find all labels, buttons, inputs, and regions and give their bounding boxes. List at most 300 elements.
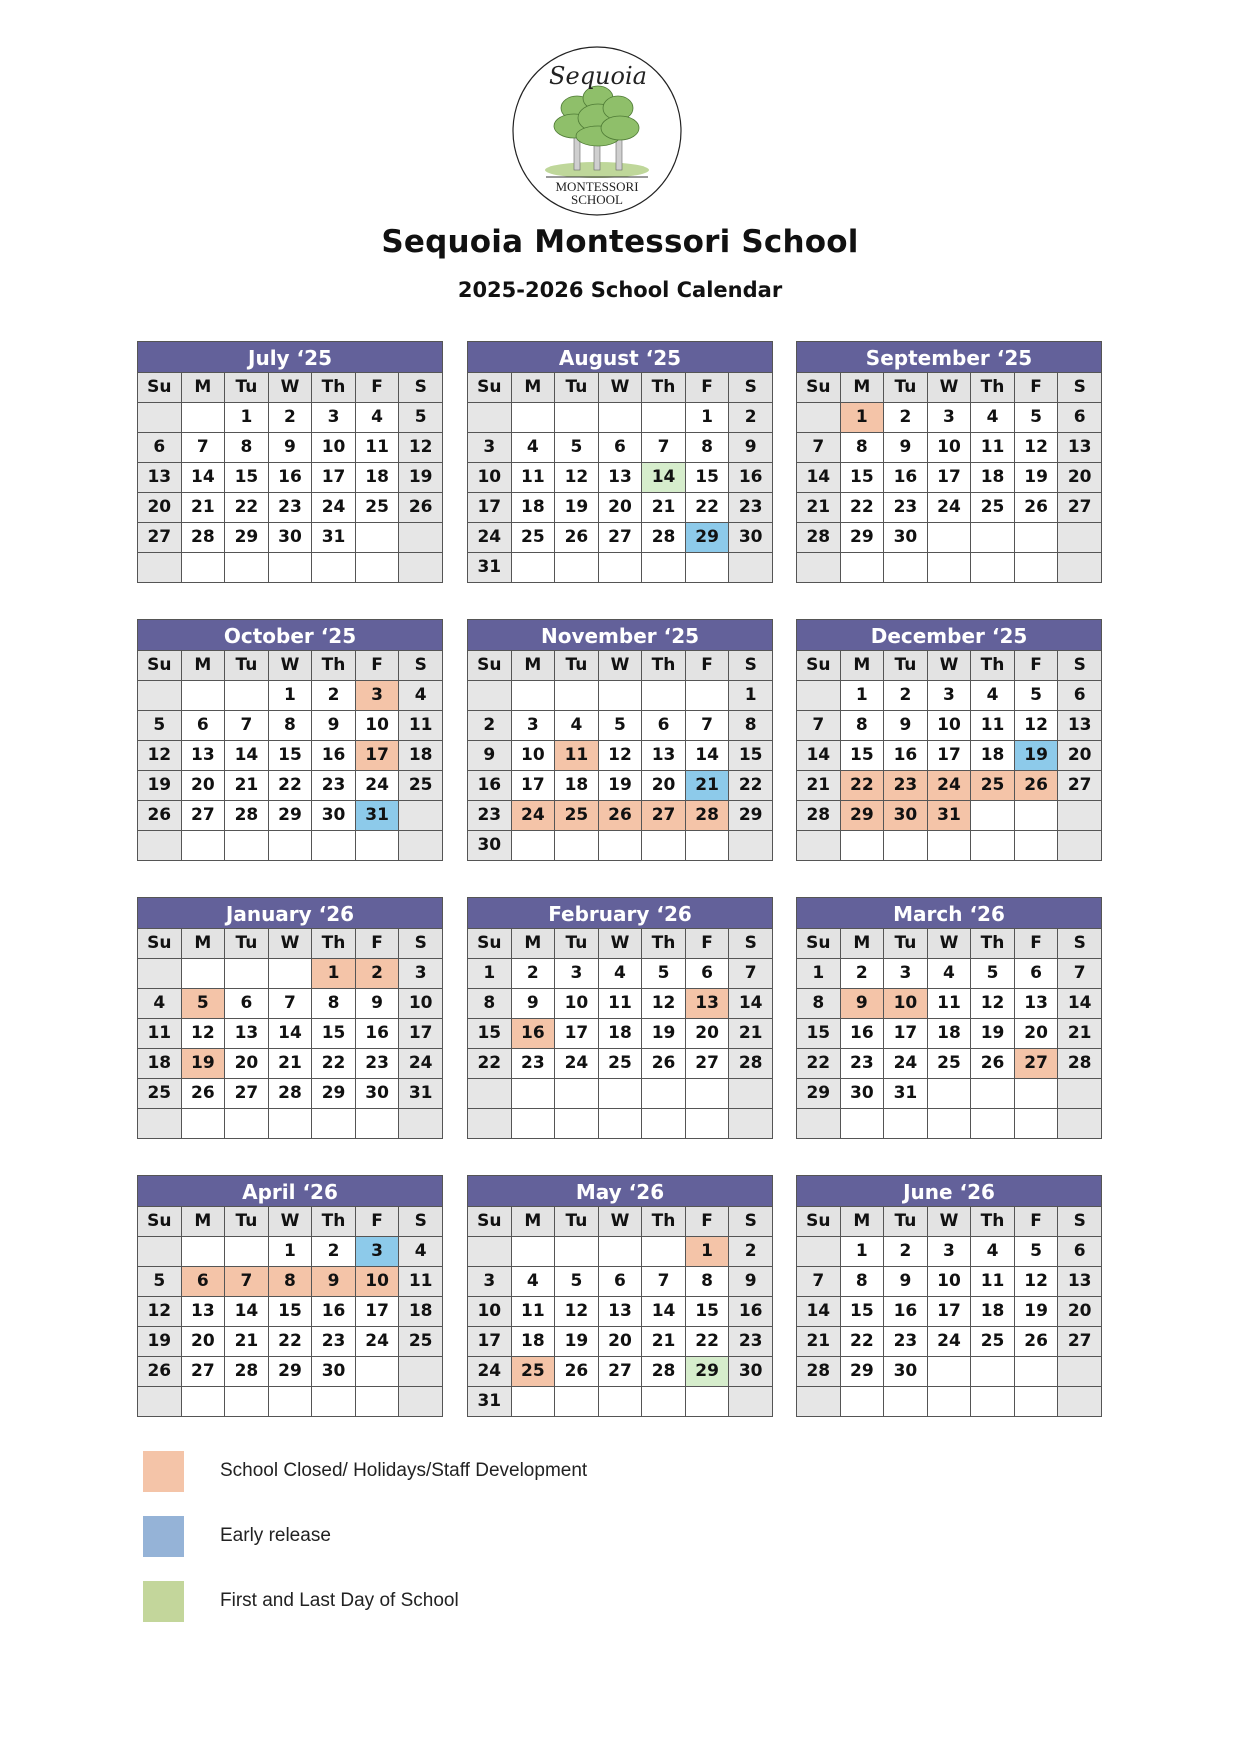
day-cell: 18 <box>511 493 555 523</box>
day-cell: 3 <box>884 959 928 989</box>
day-cell: 15 <box>268 1297 312 1327</box>
month-table <box>796 650 1102 861</box>
weekday-header: W <box>927 651 971 681</box>
day-cell: 17 <box>927 463 971 493</box>
week-row <box>797 1297 1102 1327</box>
day-cell: 23 <box>355 1049 399 1079</box>
weekday-header: Su <box>468 373 512 403</box>
week-row <box>138 1049 443 1079</box>
day-cell: 26 <box>555 1357 599 1387</box>
day-cell: 27 <box>598 1357 642 1387</box>
empty-day-cell <box>511 681 555 711</box>
day-cell: 22 <box>312 1049 356 1079</box>
empty-day-cell <box>468 403 512 433</box>
month-title: November ‘25 <box>467 619 773 650</box>
week-row <box>138 681 443 711</box>
day-cell: 22 <box>468 1049 512 1079</box>
weekday-header: F <box>1014 373 1058 403</box>
empty-day-cell <box>399 553 443 583</box>
day-cell: 1 <box>797 959 841 989</box>
week-row <box>138 801 443 831</box>
day-cell: 13 <box>642 741 686 771</box>
day-cell: 1 <box>685 403 729 433</box>
weekday-header: F <box>685 929 729 959</box>
weekday-header: Tu <box>225 651 269 681</box>
month-table <box>467 928 773 1139</box>
day-cell: 8 <box>840 433 884 463</box>
day-cell: 5 <box>1014 403 1058 433</box>
month-calendar <box>137 341 443 583</box>
weekday-header: Su <box>138 373 182 403</box>
weekday-header: S <box>399 1207 443 1237</box>
empty-day-cell <box>468 1109 512 1139</box>
day-cell: 4 <box>399 1237 443 1267</box>
empty-day-cell <box>138 959 182 989</box>
day-cell: 28 <box>181 523 225 553</box>
week-row <box>468 741 773 771</box>
day-cell: 10 <box>355 711 399 741</box>
day-cell: 29 <box>312 1079 356 1109</box>
day-cell-closed: 10 <box>355 1267 399 1297</box>
day-cell: 31 <box>312 523 356 553</box>
empty-day-cell <box>399 1109 443 1139</box>
day-cell: 9 <box>729 433 773 463</box>
day-cell: 16 <box>355 1019 399 1049</box>
first-last-day-swatch <box>143 1581 184 1622</box>
empty-day-cell <box>181 403 225 433</box>
weekday-header: W <box>598 651 642 681</box>
week-row <box>468 433 773 463</box>
empty-day-cell <box>1014 1387 1058 1417</box>
day-cell: 10 <box>511 741 555 771</box>
empty-day-cell <box>840 1387 884 1417</box>
weekday-header: Tu <box>884 373 928 403</box>
weekday-header: Su <box>468 929 512 959</box>
day-cell: 22 <box>840 493 884 523</box>
empty-day-cell <box>312 1387 356 1417</box>
day-cell: 9 <box>468 741 512 771</box>
day-cell-closed: 26 <box>1014 771 1058 801</box>
day-cell-closed: 25 <box>971 771 1015 801</box>
month-calendar <box>467 1175 773 1417</box>
school-logo <box>512 46 682 216</box>
weekday-header: Su <box>138 929 182 959</box>
day-cell: 8 <box>729 711 773 741</box>
month-title: December ‘25 <box>796 619 1102 650</box>
day-cell: 16 <box>268 463 312 493</box>
week-row <box>138 433 443 463</box>
day-cell: 1 <box>268 681 312 711</box>
empty-day-cell <box>797 681 841 711</box>
day-cell: 16 <box>884 463 928 493</box>
weekday-header: Th <box>312 929 356 959</box>
weekday-header: W <box>598 929 642 959</box>
day-cell: 12 <box>138 741 182 771</box>
empty-day-cell <box>181 1109 225 1139</box>
week-row <box>138 553 443 583</box>
weekday-header: Th <box>312 373 356 403</box>
page-title: Sequoia Montessori School <box>381 224 859 260</box>
empty-day-cell <box>598 553 642 583</box>
legend-item-first-last-day <box>143 1581 743 1623</box>
empty-day-cell <box>181 1387 225 1417</box>
day-cell: 14 <box>797 741 841 771</box>
week-row <box>468 1109 773 1139</box>
day-cell: 5 <box>642 959 686 989</box>
day-cell: 24 <box>468 523 512 553</box>
day-cell: 20 <box>598 1327 642 1357</box>
day-cell: 14 <box>181 463 225 493</box>
day-cell-closed: 9 <box>840 989 884 1019</box>
month-table <box>137 928 443 1139</box>
day-cell: 15 <box>840 1297 884 1327</box>
day-cell: 16 <box>840 1019 884 1049</box>
day-cell: 30 <box>312 801 356 831</box>
week-row <box>797 1079 1102 1109</box>
day-cell: 30 <box>355 1079 399 1109</box>
day-cell: 29 <box>268 801 312 831</box>
day-cell: 3 <box>468 1267 512 1297</box>
weekday-header: S <box>399 929 443 959</box>
day-cell: 24 <box>355 1327 399 1357</box>
day-cell: 26 <box>1014 1327 1058 1357</box>
day-cell: 6 <box>1058 1237 1102 1267</box>
week-row <box>138 1357 443 1387</box>
week-row <box>797 801 1102 831</box>
day-cell: 24 <box>884 1049 928 1079</box>
empty-day-cell <box>1058 831 1102 861</box>
day-cell: 24 <box>927 493 971 523</box>
week-row <box>138 831 443 861</box>
day-cell: 8 <box>225 433 269 463</box>
weekday-header: Tu <box>225 1207 269 1237</box>
day-cell: 27 <box>138 523 182 553</box>
empty-day-cell <box>971 831 1015 861</box>
day-cell-closed: 28 <box>685 801 729 831</box>
empty-day-cell <box>138 553 182 583</box>
day-cell: 19 <box>555 493 599 523</box>
day-cell: 5 <box>1014 681 1058 711</box>
legend-label: School Closed/ Holidays/Staff Development <box>220 1460 588 1481</box>
weekday-header: W <box>927 929 971 959</box>
month-table <box>796 372 1102 583</box>
month-title: March ‘26 <box>796 897 1102 928</box>
weekday-header: Th <box>642 373 686 403</box>
weekday-header: Th <box>312 1207 356 1237</box>
day-cell-closed: 2 <box>355 959 399 989</box>
empty-day-cell <box>1014 1079 1058 1109</box>
day-cell: 4 <box>138 989 182 1019</box>
day-cell: 10 <box>927 1267 971 1297</box>
day-cell: 19 <box>138 1327 182 1357</box>
day-cell: 15 <box>840 463 884 493</box>
day-cell: 25 <box>511 523 555 553</box>
day-cell: 10 <box>312 433 356 463</box>
day-cell: 4 <box>511 1267 555 1297</box>
month-calendar <box>467 897 773 1139</box>
weekday-header-row <box>468 373 773 403</box>
day-cell: 18 <box>598 1019 642 1049</box>
day-cell: 1 <box>840 1237 884 1267</box>
day-cell: 7 <box>1058 959 1102 989</box>
day-cell: 5 <box>399 403 443 433</box>
day-cell: 24 <box>399 1049 443 1079</box>
empty-day-cell <box>927 553 971 583</box>
week-row <box>797 403 1102 433</box>
day-cell: 5 <box>555 1267 599 1297</box>
month-calendar <box>796 1175 1102 1417</box>
day-cell: 23 <box>884 1327 928 1357</box>
empty-day-cell <box>181 1237 225 1267</box>
weekday-header: M <box>511 373 555 403</box>
weekday-header-row <box>138 1207 443 1237</box>
week-row <box>138 989 443 1019</box>
day-cell: 17 <box>511 771 555 801</box>
empty-day-cell <box>511 1387 555 1417</box>
day-cell: 8 <box>312 989 356 1019</box>
empty-day-cell <box>511 1109 555 1139</box>
empty-day-cell <box>1058 1079 1102 1109</box>
day-cell: 6 <box>138 433 182 463</box>
week-row <box>468 1297 773 1327</box>
month-table <box>796 1206 1102 1417</box>
day-cell: 7 <box>268 989 312 1019</box>
day-cell: 20 <box>225 1049 269 1079</box>
empty-day-cell <box>598 1387 642 1417</box>
empty-day-cell <box>797 831 841 861</box>
day-cell: 10 <box>927 433 971 463</box>
day-cell: 23 <box>268 493 312 523</box>
day-cell: 2 <box>884 403 928 433</box>
day-cell: 7 <box>797 1267 841 1297</box>
empty-day-cell <box>1014 831 1058 861</box>
week-row <box>468 463 773 493</box>
day-cell: 16 <box>884 1297 928 1327</box>
day-cell-closed: 22 <box>840 771 884 801</box>
day-cell: 9 <box>355 989 399 1019</box>
day-cell: 28 <box>1058 1049 1102 1079</box>
day-cell: 6 <box>642 711 686 741</box>
day-cell-closed: 25 <box>511 1357 555 1387</box>
week-row <box>797 711 1102 741</box>
day-cell: 18 <box>355 463 399 493</box>
week-row <box>468 771 773 801</box>
day-cell: 9 <box>884 711 928 741</box>
day-cell: 18 <box>971 1297 1015 1327</box>
empty-day-cell <box>642 831 686 861</box>
sequoia-trees-logo-icon <box>512 46 682 216</box>
day-cell: 17 <box>312 463 356 493</box>
weekday-header: M <box>181 929 225 959</box>
day-cell: 27 <box>181 1357 225 1387</box>
empty-day-cell <box>685 681 729 711</box>
day-cell: 4 <box>555 711 599 741</box>
weekday-header: Tu <box>555 1207 599 1237</box>
empty-day-cell <box>642 1079 686 1109</box>
day-cell: 13 <box>1058 1267 1102 1297</box>
day-cell: 4 <box>511 433 555 463</box>
day-cell: 2 <box>884 681 928 711</box>
day-cell: 25 <box>927 1049 971 1079</box>
day-cell-closed: 31 <box>927 801 971 831</box>
day-cell: 24 <box>312 493 356 523</box>
day-cell-closed: 5 <box>181 989 225 1019</box>
day-cell: 12 <box>555 463 599 493</box>
empty-day-cell <box>729 1109 773 1139</box>
empty-day-cell <box>1014 553 1058 583</box>
day-cell: 18 <box>138 1049 182 1079</box>
day-cell: 29 <box>840 523 884 553</box>
empty-day-cell <box>1058 801 1102 831</box>
weekday-header-row <box>797 373 1102 403</box>
day-cell: 19 <box>642 1019 686 1049</box>
day-cell-closed: 27 <box>642 801 686 831</box>
day-cell-early-release: 31 <box>355 801 399 831</box>
day-cell: 29 <box>840 1357 884 1387</box>
weekday-header: Tu <box>225 929 269 959</box>
week-row <box>468 493 773 523</box>
day-cell: 3 <box>927 403 971 433</box>
day-cell: 14 <box>225 741 269 771</box>
day-cell-early-release: 29 <box>685 523 729 553</box>
empty-day-cell <box>971 1387 1015 1417</box>
day-cell: 21 <box>225 771 269 801</box>
weekday-header: Tu <box>884 1207 928 1237</box>
weekday-header-row <box>468 651 773 681</box>
week-row <box>797 463 1102 493</box>
day-cell: 11 <box>971 1267 1015 1297</box>
day-cell: 3 <box>511 711 555 741</box>
day-cell: 9 <box>729 1267 773 1297</box>
month-table <box>467 1206 773 1417</box>
week-row <box>138 1019 443 1049</box>
month-calendar <box>796 341 1102 583</box>
week-row <box>797 959 1102 989</box>
day-cell: 23 <box>312 1327 356 1357</box>
day-cell: 14 <box>642 1297 686 1327</box>
weekday-header: Su <box>797 929 841 959</box>
day-cell: 27 <box>225 1079 269 1109</box>
weekday-header: S <box>399 651 443 681</box>
week-row <box>797 433 1102 463</box>
day-cell: 6 <box>598 433 642 463</box>
empty-day-cell <box>312 553 356 583</box>
empty-day-cell <box>642 1387 686 1417</box>
month-table <box>137 650 443 861</box>
day-cell: 23 <box>511 1049 555 1079</box>
day-cell-early-release: 19 <box>1014 741 1058 771</box>
week-row <box>468 1019 773 1049</box>
day-cell-closed: 25 <box>555 801 599 831</box>
day-cell: 20 <box>181 771 225 801</box>
day-cell: 23 <box>468 801 512 831</box>
week-row <box>468 1327 773 1357</box>
day-cell: 15 <box>729 741 773 771</box>
day-cell: 27 <box>598 523 642 553</box>
empty-day-cell <box>598 1237 642 1267</box>
day-cell: 26 <box>138 1357 182 1387</box>
day-cell: 14 <box>685 741 729 771</box>
day-cell-closed: 26 <box>598 801 642 831</box>
day-cell: 12 <box>1014 433 1058 463</box>
empty-day-cell <box>598 831 642 861</box>
day-cell: 2 <box>729 403 773 433</box>
day-cell: 6 <box>225 989 269 1019</box>
empty-day-cell <box>399 523 443 553</box>
week-row <box>797 681 1102 711</box>
weekday-header: Tu <box>225 373 269 403</box>
empty-day-cell <box>555 553 599 583</box>
empty-day-cell <box>355 831 399 861</box>
day-cell: 15 <box>685 1297 729 1327</box>
day-cell: 3 <box>927 1237 971 1267</box>
day-cell: 14 <box>797 1297 841 1327</box>
day-cell: 22 <box>225 493 269 523</box>
day-cell: 14 <box>729 989 773 1019</box>
empty-day-cell <box>225 959 269 989</box>
day-cell: 3 <box>555 959 599 989</box>
day-cell-early-release: 3 <box>355 1237 399 1267</box>
day-cell: 5 <box>138 711 182 741</box>
empty-day-cell <box>555 1079 599 1109</box>
day-cell-closed: 1 <box>685 1237 729 1267</box>
empty-day-cell <box>927 1387 971 1417</box>
empty-day-cell <box>399 801 443 831</box>
week-row <box>797 493 1102 523</box>
empty-day-cell <box>642 553 686 583</box>
empty-day-cell <box>971 523 1015 553</box>
day-cell: 22 <box>840 1327 884 1357</box>
weekday-header-row <box>138 373 443 403</box>
weekday-header: Th <box>312 651 356 681</box>
day-cell: 23 <box>884 493 928 523</box>
day-cell: 9 <box>884 1267 928 1297</box>
weekday-header: Tu <box>555 929 599 959</box>
weekday-header: Th <box>642 651 686 681</box>
day-cell: 2 <box>312 1237 356 1267</box>
weekday-header-row <box>797 929 1102 959</box>
day-cell: 9 <box>511 989 555 1019</box>
empty-day-cell <box>840 553 884 583</box>
day-cell: 26 <box>399 493 443 523</box>
day-cell: 8 <box>685 433 729 463</box>
empty-day-cell <box>840 1109 884 1139</box>
day-cell-closed: 11 <box>555 741 599 771</box>
day-cell: 31 <box>468 1387 512 1417</box>
day-cell-closed: 29 <box>840 801 884 831</box>
day-cell: 30 <box>268 523 312 553</box>
empty-day-cell <box>225 1109 269 1139</box>
day-cell: 18 <box>399 1297 443 1327</box>
month-title: June ‘26 <box>796 1175 1102 1206</box>
day-cell: 19 <box>598 771 642 801</box>
week-row <box>797 741 1102 771</box>
empty-day-cell <box>729 831 773 861</box>
empty-day-cell <box>181 681 225 711</box>
day-cell: 20 <box>138 493 182 523</box>
day-cell: 16 <box>729 1297 773 1327</box>
empty-day-cell <box>729 1079 773 1109</box>
weekday-header: S <box>1058 651 1102 681</box>
day-cell: 20 <box>1014 1019 1058 1049</box>
weekday-header-row <box>138 929 443 959</box>
week-row <box>468 1079 773 1109</box>
day-cell: 4 <box>598 959 642 989</box>
weekday-header: Th <box>971 373 1015 403</box>
empty-day-cell <box>642 1237 686 1267</box>
weekday-header: W <box>927 373 971 403</box>
day-cell: 17 <box>468 493 512 523</box>
